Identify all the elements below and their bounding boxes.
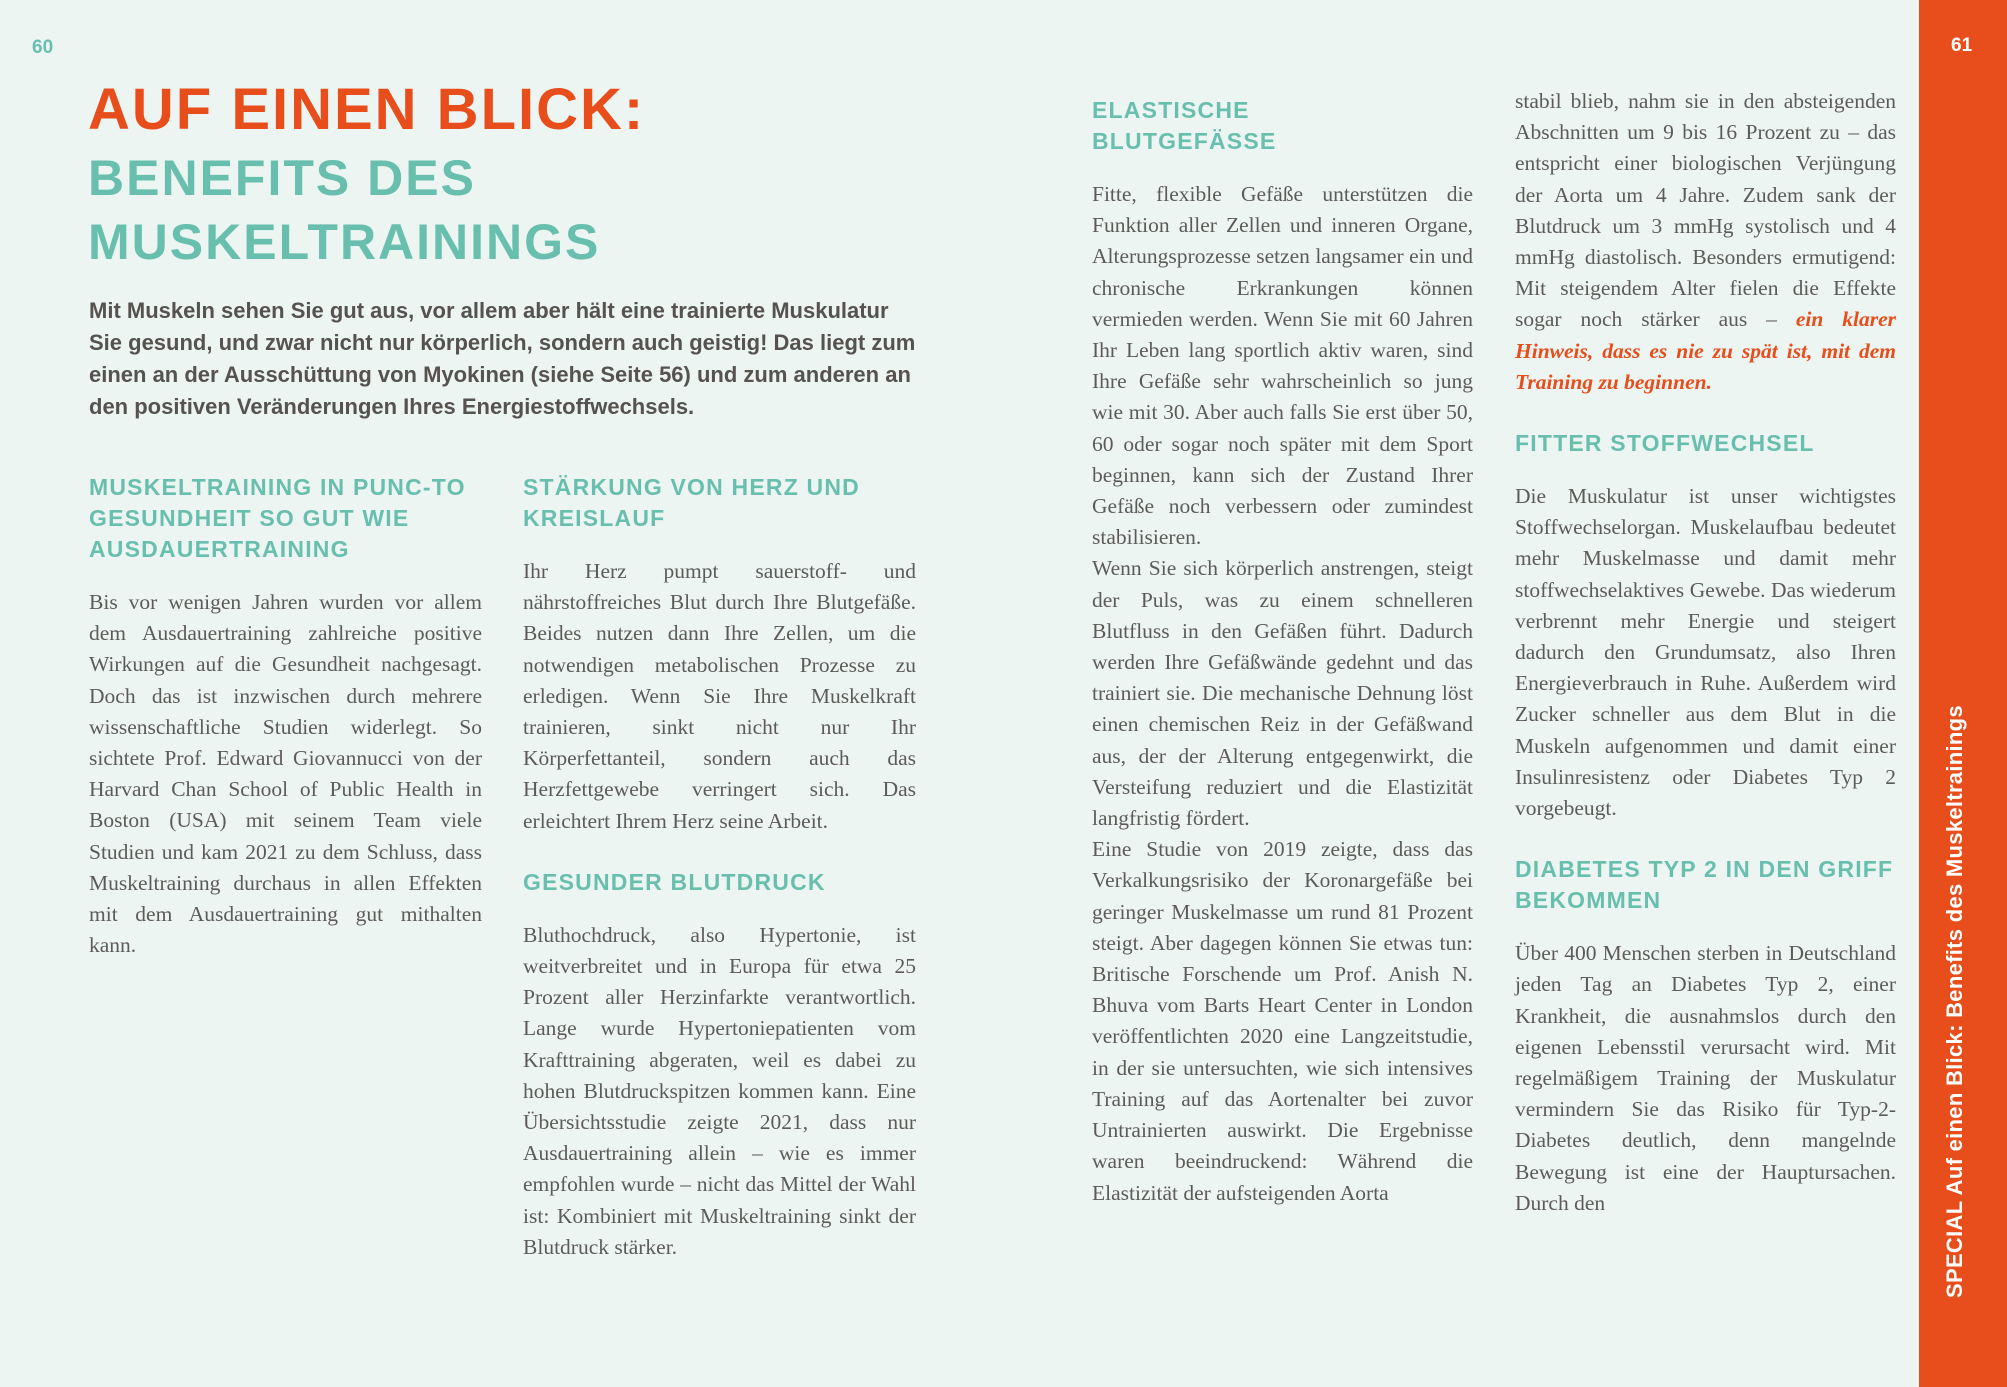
body-blutdruck: Bluthochdruck, also Hypertonie, ist weitverbreitet und in Europa für etwa 25 Prozent aller Herzinfarkte verantwortlich. Lange wurde Hypertoniepatienten vom Krafttraining abgeraten, weil es dabei zu hohen Blutdruckspitzen kommen kann. Eine Übersichtsstudie zeigte 2021, dass nur Ausdauertraining allein – wie es immer empfohlen wurde – nicht das Mittel der Wahl ist: Kombiniert mit Muskeltraining sinkt der Blutdruck stärker. (523, 922, 916, 1259)
heading-herz: STÄRKUNG VON HERZ UND KREISLAUF (523, 474, 860, 531)
heading-diabetes: DIABETES TYP 2 IN DEN GRIFF BEKOMMEN (1515, 856, 1894, 914)
sidebar-vertical-title: SPECIAL Auf einen Blick: Benefits des Muskeltrainings (1942, 705, 1967, 1298)
page-title-line1: AUF EINEN BLICK: (88, 77, 646, 142)
intro-paragraph: Mit Muskeln sehen Sie gut aus, vor allem aber hält eine trainierte Muskulatur Sie gesund, und zwar nicht nur körperlich, sondern auch geistig! Das liegt zum einen an der Ausschüttung von Myokinen (siehe Seite 56) und zum anderen an den positiven Veränderungen Ihres Energiestoffwechsels. (89, 298, 916, 419)
page-title-line2: BENEFITS DES MUSKELTRAININGS (88, 150, 601, 270)
page-number-right: 61 (1951, 35, 1973, 56)
body-gefaesse-2: Wenn Sie sich körperlich anstrengen, steigt der Puls, was zu einem schnelleren Blutfluss in den Gefäßen führt. Dadurch werden Ihre Gefäßwände gedehnt und das trainiert sie. Die mechanische Dehnung löst einen chemischen Reiz in der Gefäßwand aus, der der Alterung entgegenwirkt, die Versteifung reduziert und die Elastizität langfristig fördert. (1092, 556, 1473, 831)
heading-gefaesse: ELASTISCHE BLUTGEFÄSSE (1092, 97, 1277, 154)
body-gefaesse-3: Eine Studie von 2019 zeigte, dass das Verkalkungsrisiko der Koronargefäße bei geringer Muskelmasse um rund 81 Prozent steigt. Aber dagegen können Sie etwas tun: Britische Forschende um Prof. Anish N. Bhuva vom Barts Heart Center in London veröffentlichten 2020 eine Langzeitstudie, in der sie untersuchten, wie sich intensives Training auf das Aortenalter bei zuvor Untrainierten auswirkt. Die Ergebnisse waren beeindruckend: Während die Elastizität der aufsteigenden Aorta (1092, 837, 1473, 1205)
body-diabetes: Über 400 Menschen sterben in Deutschland jeden Tag an Diabetes Typ 2, einer Krankheit, die ausnahmslos durch den eigenen Lebensstil verursacht wird. Mit regelmäßigem Training der Muskulatur vermindern Sie das Risiko für Typ-2-Diabetes deutlich, denn mangelnde Bewegung ist eine der Hauptursachen. Durch den (1515, 941, 1896, 1215)
column-3 (1092, 95, 1473, 1209)
body-muskeltraining: Bis vor wenigen Jahren wurden vor allem dem Ausdauertraining zahlreiche positive Wirkungen auf die Gesundheit nachgesagt. Doch das ist inzwischen durch mehrere wissenschaftliche Studien widerlegt. So sichtete Prof. Edward Giovannucci von der Harvard Chan School of Public Health in Boston (USA) mit seinem Team viele Studien und kam 2021 zu dem Schluss, dass Muskeltraining durchaus in allen Effekten mit dem Ausdauertraining gut mithalten kann. (89, 590, 482, 958)
highlight-quote: ein klarer Hinweis, dass es nie zu spät ist, mit dem Training zu beginnen. (1515, 307, 1896, 394)
heading-blutdruck: GESUNDER BLUTDRUCK (523, 868, 826, 895)
body-stoffwechsel: Die Muskulatur ist unser wichtigstes Stoffwechselorgan. Muskelaufbau bedeutet mehr Muskelmasse und damit mehr stoffwechselaktives Gewebe. Das wiederum verbrennt mehr Energie und steigert dadurch den Grundumsatz, also Ihren Energieverbrauch in Ruhe. Außerdem wird Zucker schneller aus dem Blut in die Muskeln aufgenommen und damit einer Insulinresistenz oder Diabetes Typ 2 vorgebeugt. (1515, 484, 1896, 821)
heading-stoffwechsel: FITTER STOFFWECHSEL (1515, 430, 1815, 457)
body-gefaesse-4 (1515, 86, 1896, 398)
column-4 (1515, 86, 1896, 1219)
column-2 (523, 472, 916, 1263)
column-1 (89, 472, 482, 961)
body-gefaesse-1: Fitte, flexible Gefäße unterstützen die Funktion aller Zellen und inneren Organe, Alterungsprozesse setzen langsamer ein und chronische Erkrankungen können vermieden werden. Wenn Sie mit 60 Jahren Ihr Leben lang sportlich aktiv waren, sind Ihre Gefäße sehr wahrscheinlich so jung wie mit 30. Aber auch falls Sie erst über 50, 60 oder sogar noch später mit dem Sport beginnen, kann sich der Zustand Ihrer Gefäße noch verbessern oder zumindest stabilisieren. (1092, 182, 1473, 550)
heading-muskeltraining: MUSKELTRAINING IN PUNC-TO GESUNDHEIT SO GUT WIE AUSDAUERTRAINING (89, 474, 466, 562)
body-gefaesse-4-text: stabil blieb, nahm sie in den absteigenden Abschnitten um 9 bis 16 Prozent zu – das entspricht einer biologischen Verjüngung der Aorta um 4 Jahre. Zudem sank der Blutdruck um 3 mmHg systolisch und 4 mmHg diastolisch. Besonders ermutigend: Mit steigendem Alter fielen die Effekte sogar noch stärker aus – (1515, 89, 1896, 332)
page-number-left: 60 (32, 37, 54, 58)
body-herz: Ihr Herz pumpt sauerstoff- und nährstoffreiches Blut durch Ihre Blutgefäße. Beides nutzen dann Ihre Zellen, um die notwendigen metabolischen Prozesse zu erledigen. Wenn Sie Ihre Muskelkraft trainieren, sinkt nicht nur Ihr Körperfettanteil, sondern auch das Herzfettgewebe verringert sich. Das erleichtert Ihrem Herz seine Arbeit. (523, 559, 916, 833)
